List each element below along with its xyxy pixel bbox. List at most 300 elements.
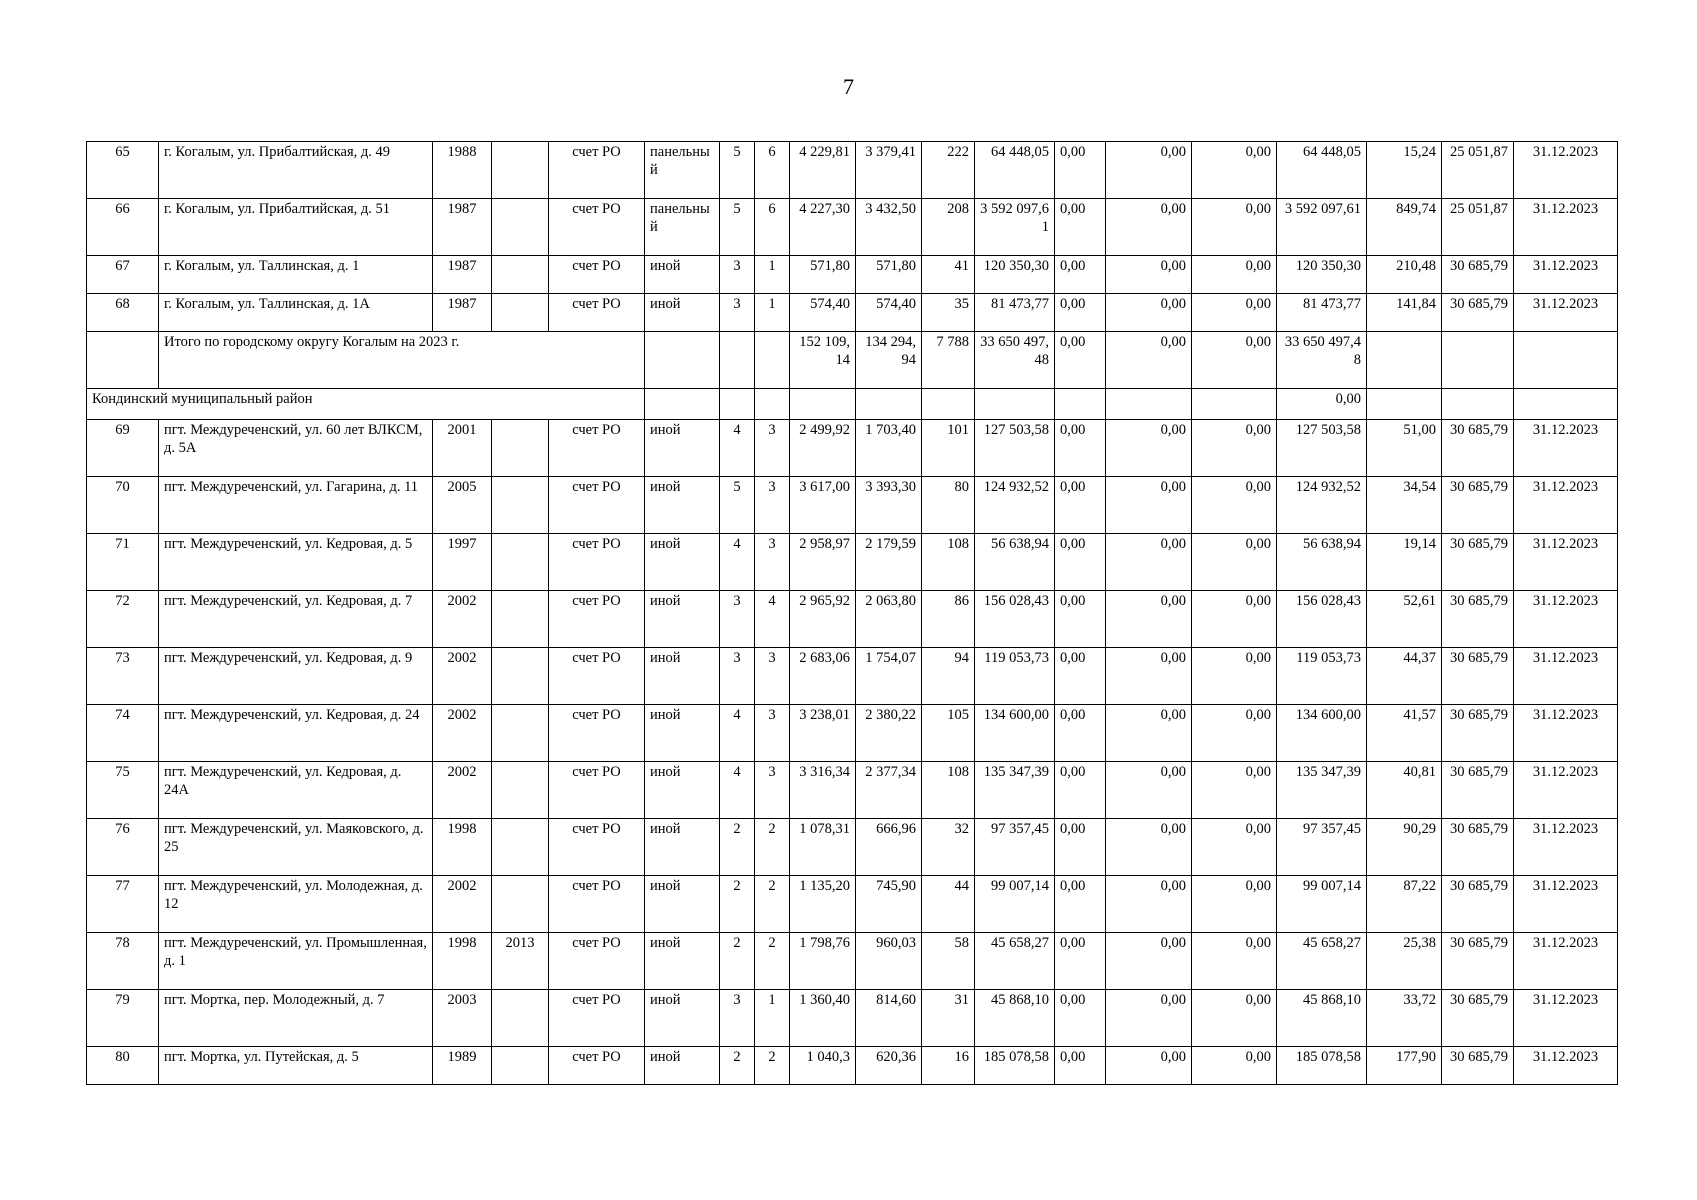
address-cell: пгт. Мортка, пер. Молодежный, д. 7 [159, 990, 433, 1047]
residents-cell: 41 [922, 256, 975, 294]
fund-federal-cell: 0,00 [1055, 648, 1106, 705]
reconstruction-year-cell [492, 990, 549, 1047]
reconstruction-year-cell [492, 420, 549, 477]
fund-local-cell: 0,00 [1192, 876, 1277, 933]
area-total-cell: 1 360,40 [790, 990, 856, 1047]
wall-material-cell: иной [645, 294, 720, 332]
cost-per-m2-cell: 25,38 [1367, 933, 1442, 990]
fund-local-cell: 0,00 [1192, 1047, 1277, 1085]
cost-per-m2-cell: 177,90 [1367, 1047, 1442, 1085]
cost-total-cell: 81 473,77 [975, 294, 1055, 332]
table-row [87, 990, 1618, 1047]
wall-material-cell: иной [645, 256, 720, 294]
completion-date-cell: 31.12.2023 [1514, 819, 1618, 876]
fund-federal-cell: 0,00 [1055, 933, 1106, 990]
entrances-cell: 3 [755, 477, 790, 534]
fund-local-cell: 0,00 [1192, 199, 1277, 256]
area-living-cell: 3 393,30 [856, 477, 922, 534]
cost-limit-cell: 30 685,79 [1442, 591, 1514, 648]
total-area-living: 134 294,94 [856, 332, 922, 389]
total-area-total: 152 109,14 [790, 332, 856, 389]
cost-limit-cell: 30 685,79 [1442, 256, 1514, 294]
cost-total-cell: 3 592 097,61 [975, 199, 1055, 256]
own-funds-cell: 185 078,58 [1277, 1047, 1367, 1085]
entrances-cell: 2 [755, 1047, 790, 1085]
floors-cell: 2 [720, 1047, 755, 1085]
fund-regional-cell: 0,00 [1106, 876, 1192, 933]
fund-regional-cell: 0,00 [1106, 294, 1192, 332]
fund-regional-cell: 0,00 [1106, 819, 1192, 876]
reconstruction-year-cell [492, 819, 549, 876]
commission-year-cell: 1987 [433, 256, 492, 294]
area-total-cell: 2 499,92 [790, 420, 856, 477]
area-total-cell: 4 227,30 [790, 199, 856, 256]
district-empty-cell [1367, 389, 1442, 420]
residents-cell: 58 [922, 933, 975, 990]
floors-cell: 5 [720, 199, 755, 256]
area-total-cell: 2 958,97 [790, 534, 856, 591]
district-empty-cell [1106, 389, 1192, 420]
residents-cell: 222 [922, 142, 975, 199]
district-own-funds: 0,00 [1277, 389, 1367, 420]
fund-local-cell: 0,00 [1192, 142, 1277, 199]
total-empty-cell [1367, 332, 1442, 389]
row-number-cell: 75 [87, 762, 159, 819]
cost-per-m2-cell: 52,61 [1367, 591, 1442, 648]
floors-cell: 3 [720, 256, 755, 294]
floors-cell: 2 [720, 933, 755, 990]
cost-limit-cell: 30 685,79 [1442, 1047, 1514, 1085]
fund-local-cell: 0,00 [1192, 256, 1277, 294]
floors-cell: 5 [720, 142, 755, 199]
cost-per-m2-cell: 210,48 [1367, 256, 1442, 294]
area-total-cell: 571,80 [790, 256, 856, 294]
residents-cell: 101 [922, 420, 975, 477]
row-number-cell: 73 [87, 648, 159, 705]
total-residents: 7 788 [922, 332, 975, 389]
address-cell: пгт. Междуреченский, ул. Кедровая, д. 9 [159, 648, 433, 705]
reconstruction-year-cell [492, 762, 549, 819]
completion-date-cell: 31.12.2023 [1514, 294, 1618, 332]
commission-year-cell: 2002 [433, 876, 492, 933]
area-total-cell: 1 040,3 [790, 1047, 856, 1085]
row-number-cell: 67 [87, 256, 159, 294]
total-row [87, 332, 1618, 389]
own-funds-cell: 124 932,52 [1277, 477, 1367, 534]
fund-local-cell: 0,00 [1192, 477, 1277, 534]
commission-year-cell: 2002 [433, 591, 492, 648]
address-cell: пгт. Междуреченский, ул. Кедровая, д. 24 [159, 705, 433, 762]
reconstruction-year-cell [492, 591, 549, 648]
own-funds-cell: 45 868,10 [1277, 990, 1367, 1047]
fund-regional-cell: 0,00 [1106, 142, 1192, 199]
district-empty-cell [1442, 389, 1514, 420]
own-funds-cell: 156 028,43 [1277, 591, 1367, 648]
district-empty-cell [1514, 389, 1618, 420]
row-number-cell: 72 [87, 591, 159, 648]
registry-summary [87, 332, 1618, 420]
commission-year-cell: 2003 [433, 990, 492, 1047]
floors-cell: 2 [720, 819, 755, 876]
reconstruction-year-cell [492, 1047, 549, 1085]
entrances-cell: 6 [755, 142, 790, 199]
floors-cell: 2 [720, 876, 755, 933]
reconstruction-year-cell [492, 256, 549, 294]
reconstruction-year-cell: 2013 [492, 933, 549, 990]
cost-per-m2-cell: 90,29 [1367, 819, 1442, 876]
row-number-cell: 74 [87, 705, 159, 762]
wall-material-cell: иной [645, 420, 720, 477]
entrances-cell: 3 [755, 762, 790, 819]
residents-cell: 86 [922, 591, 975, 648]
table-row [87, 648, 1618, 705]
fund-local-cell: 0,00 [1192, 933, 1277, 990]
wall-material-cell: иной [645, 990, 720, 1047]
table-row [87, 477, 1618, 534]
area-living-cell: 2 063,80 [856, 591, 922, 648]
cost-per-m2-cell: 44,37 [1367, 648, 1442, 705]
table-row [87, 199, 1618, 256]
fund-regional-cell: 0,00 [1106, 1047, 1192, 1085]
address-cell: г. Когалым, ул. Прибалтийская, д. 49 [159, 142, 433, 199]
residents-cell: 105 [922, 705, 975, 762]
completion-date-cell: 31.12.2023 [1514, 256, 1618, 294]
cost-total-cell: 99 007,14 [975, 876, 1055, 933]
residents-cell: 31 [922, 990, 975, 1047]
registry-rows-kogalym [87, 142, 1618, 332]
cost-limit-cell: 30 685,79 [1442, 876, 1514, 933]
area-total-cell: 2 683,06 [790, 648, 856, 705]
row-number-cell: 79 [87, 990, 159, 1047]
address-cell: пгт. Междуреченский, ул. Промышленная, д. 1 [159, 933, 433, 990]
fund-federal-cell: 0,00 [1055, 477, 1106, 534]
district-empty-cell [645, 389, 720, 420]
entrances-cell: 3 [755, 648, 790, 705]
table-row [87, 256, 1618, 294]
floors-cell: 4 [720, 762, 755, 819]
fund-regional-cell: 0,00 [1106, 420, 1192, 477]
wall-material-cell: иной [645, 477, 720, 534]
fund-local-cell: 0,00 [1192, 294, 1277, 332]
fund-local-cell: 0,00 [1192, 534, 1277, 591]
completion-date-cell: 31.12.2023 [1514, 420, 1618, 477]
total-own-funds: 33 650 497,48 [1277, 332, 1367, 389]
table-row [87, 876, 1618, 933]
wall-material-cell: иной [645, 534, 720, 591]
wall-material-cell: иной [645, 762, 720, 819]
cost-limit-cell: 25 051,87 [1442, 142, 1514, 199]
floors-cell: 5 [720, 477, 755, 534]
entrances-cell: 4 [755, 591, 790, 648]
area-total-cell: 3 617,00 [790, 477, 856, 534]
area-living-cell: 2 380,22 [856, 705, 922, 762]
fund-method-cell: счет РО [549, 256, 645, 294]
fund-method-cell: счет РО [549, 1047, 645, 1085]
wall-material-cell: панельный [645, 199, 720, 256]
table-row [87, 142, 1618, 199]
reconstruction-year-cell [492, 648, 549, 705]
completion-date-cell: 31.12.2023 [1514, 534, 1618, 591]
fund-regional-cell: 0,00 [1106, 933, 1192, 990]
wall-material-cell: панельный [645, 142, 720, 199]
fund-method-cell: счет РО [549, 420, 645, 477]
entrances-cell: 3 [755, 420, 790, 477]
wall-material-cell: иной [645, 648, 720, 705]
commission-year-cell: 2002 [433, 705, 492, 762]
area-total-cell: 1 078,31 [790, 819, 856, 876]
own-funds-cell: 119 053,73 [1277, 648, 1367, 705]
total-fund-1: 0,00 [1055, 332, 1106, 389]
area-living-cell: 3 432,50 [856, 199, 922, 256]
own-funds-cell: 81 473,77 [1277, 294, 1367, 332]
total-fund-3: 0,00 [1192, 332, 1277, 389]
fund-federal-cell: 0,00 [1055, 1047, 1106, 1085]
entrances-cell: 1 [755, 990, 790, 1047]
table-row [87, 705, 1618, 762]
cost-total-cell: 119 053,73 [975, 648, 1055, 705]
cost-limit-cell: 30 685,79 [1442, 933, 1514, 990]
commission-year-cell: 2002 [433, 648, 492, 705]
fund-method-cell: счет РО [549, 705, 645, 762]
total-label: Итого по городскому округу Когалым на 2023 г. [159, 332, 645, 389]
address-cell: пгт. Междуреченский, ул. 60 лет ВЛКСМ, д. 5А [159, 420, 433, 477]
own-funds-cell: 127 503,58 [1277, 420, 1367, 477]
completion-date-cell: 31.12.2023 [1514, 876, 1618, 933]
entrances-cell: 2 [755, 876, 790, 933]
district-empty-cell [856, 389, 922, 420]
reconstruction-year-cell [492, 199, 549, 256]
district-empty-cell [1192, 389, 1277, 420]
floors-cell: 3 [720, 648, 755, 705]
wall-material-cell: иной [645, 591, 720, 648]
address-cell: пгт. Мортка, ул. Путейская, д. 5 [159, 1047, 433, 1085]
own-funds-cell: 99 007,14 [1277, 876, 1367, 933]
total-empty-cell [1442, 332, 1514, 389]
completion-date-cell: 31.12.2023 [1514, 1047, 1618, 1085]
cost-limit-cell: 25 051,87 [1442, 199, 1514, 256]
cost-limit-cell: 30 685,79 [1442, 990, 1514, 1047]
fund-local-cell: 0,00 [1192, 648, 1277, 705]
area-living-cell: 571,80 [856, 256, 922, 294]
area-living-cell: 960,03 [856, 933, 922, 990]
row-number-cell: 70 [87, 477, 159, 534]
cost-total-cell: 185 078,58 [975, 1047, 1055, 1085]
total-number-cell [87, 332, 159, 389]
cost-limit-cell: 30 685,79 [1442, 819, 1514, 876]
cost-total-cell: 64 448,05 [975, 142, 1055, 199]
cost-limit-cell: 30 685,79 [1442, 705, 1514, 762]
residents-cell: 108 [922, 534, 975, 591]
fund-federal-cell: 0,00 [1055, 762, 1106, 819]
total-empty-cell [1514, 332, 1618, 389]
table-row [87, 534, 1618, 591]
fund-local-cell: 0,00 [1192, 705, 1277, 762]
reconstruction-year-cell [492, 142, 549, 199]
housing-registry-table [86, 141, 1618, 1085]
fund-federal-cell: 0,00 [1055, 705, 1106, 762]
residents-cell: 208 [922, 199, 975, 256]
area-total-cell: 1 798,76 [790, 933, 856, 990]
commission-year-cell: 1997 [433, 534, 492, 591]
completion-date-cell: 31.12.2023 [1514, 591, 1618, 648]
area-living-cell: 1 703,40 [856, 420, 922, 477]
cost-total-cell: 56 638,94 [975, 534, 1055, 591]
fund-federal-cell: 0,00 [1055, 256, 1106, 294]
address-cell: г. Когалым, ул. Таллинская, д. 1А [159, 294, 433, 332]
floors-cell: 4 [720, 705, 755, 762]
fund-method-cell: счет РО [549, 876, 645, 933]
cost-per-m2-cell: 141,84 [1367, 294, 1442, 332]
district-empty-cell [720, 389, 755, 420]
completion-date-cell: 31.12.2023 [1514, 762, 1618, 819]
floors-cell: 3 [720, 591, 755, 648]
table-row [87, 420, 1618, 477]
commission-year-cell: 1989 [433, 1047, 492, 1085]
row-number-cell: 68 [87, 294, 159, 332]
area-living-cell: 620,36 [856, 1047, 922, 1085]
area-living-cell: 574,40 [856, 294, 922, 332]
fund-federal-cell: 0,00 [1055, 294, 1106, 332]
residents-cell: 32 [922, 819, 975, 876]
entrances-cell: 3 [755, 705, 790, 762]
registry-rows-kondinsky [87, 420, 1618, 1085]
fund-federal-cell: 0,00 [1055, 876, 1106, 933]
cost-total-cell: 124 932,52 [975, 477, 1055, 534]
fund-method-cell: счет РО [549, 142, 645, 199]
table-row [87, 294, 1618, 332]
district-name: Кондинский муниципальный район [87, 389, 645, 420]
cost-per-m2-cell: 51,00 [1367, 420, 1442, 477]
commission-year-cell: 1988 [433, 142, 492, 199]
commission-year-cell: 1998 [433, 933, 492, 990]
fund-federal-cell: 0,00 [1055, 534, 1106, 591]
own-funds-cell: 97 357,45 [1277, 819, 1367, 876]
fund-method-cell: счет РО [549, 990, 645, 1047]
row-number-cell: 71 [87, 534, 159, 591]
row-number-cell: 69 [87, 420, 159, 477]
completion-date-cell: 31.12.2023 [1514, 477, 1618, 534]
fund-regional-cell: 0,00 [1106, 591, 1192, 648]
fund-method-cell: счет РО [549, 762, 645, 819]
floors-cell: 3 [720, 294, 755, 332]
wall-material-cell: иной [645, 933, 720, 990]
table-row [87, 591, 1618, 648]
commission-year-cell: 2002 [433, 762, 492, 819]
fund-local-cell: 0,00 [1192, 990, 1277, 1047]
fund-regional-cell: 0,00 [1106, 256, 1192, 294]
cost-limit-cell: 30 685,79 [1442, 477, 1514, 534]
own-funds-cell: 56 638,94 [1277, 534, 1367, 591]
fund-method-cell: счет РО [549, 294, 645, 332]
own-funds-cell: 64 448,05 [1277, 142, 1367, 199]
cost-total-cell: 134 600,00 [975, 705, 1055, 762]
commission-year-cell: 2001 [433, 420, 492, 477]
row-number-cell: 78 [87, 933, 159, 990]
cost-total-cell: 97 357,45 [975, 819, 1055, 876]
fund-regional-cell: 0,00 [1106, 762, 1192, 819]
commission-year-cell: 1998 [433, 819, 492, 876]
area-living-cell: 745,90 [856, 876, 922, 933]
residents-cell: 16 [922, 1047, 975, 1085]
entrances-cell: 6 [755, 199, 790, 256]
fund-method-cell: счет РО [549, 591, 645, 648]
district-header-row [87, 389, 1618, 420]
total-empty-cell [755, 332, 790, 389]
entrances-cell: 2 [755, 933, 790, 990]
table-row [87, 819, 1618, 876]
residents-cell: 44 [922, 876, 975, 933]
page-number: 7 [843, 74, 854, 99]
reconstruction-year-cell [492, 477, 549, 534]
residents-cell: 108 [922, 762, 975, 819]
address-cell: пгт. Междуреченский, ул. Кедровая, д. 5 [159, 534, 433, 591]
area-living-cell: 1 754,07 [856, 648, 922, 705]
entrances-cell: 3 [755, 534, 790, 591]
total-fund-2: 0,00 [1106, 332, 1192, 389]
area-living-cell: 814,60 [856, 990, 922, 1047]
floors-cell: 4 [720, 420, 755, 477]
cost-per-m2-cell: 41,57 [1367, 705, 1442, 762]
cost-total-cell: 120 350,30 [975, 256, 1055, 294]
residents-cell: 94 [922, 648, 975, 705]
total-empty-cell [645, 332, 720, 389]
entrances-cell: 2 [755, 819, 790, 876]
address-cell: пгт. Междуреченский, ул. Маяковского, д. 25 [159, 819, 433, 876]
area-living-cell: 2 179,59 [856, 534, 922, 591]
cost-limit-cell: 30 685,79 [1442, 294, 1514, 332]
completion-date-cell: 31.12.2023 [1514, 142, 1618, 199]
cost-per-m2-cell: 33,72 [1367, 990, 1442, 1047]
reconstruction-year-cell [492, 876, 549, 933]
cost-per-m2-cell: 19,14 [1367, 534, 1442, 591]
address-cell: г. Когалым, ул. Таллинская, д. 1 [159, 256, 433, 294]
address-cell: пгт. Междуреченский, ул. Гагарина, д. 11 [159, 477, 433, 534]
commission-year-cell: 1987 [433, 199, 492, 256]
fund-federal-cell: 0,00 [1055, 819, 1106, 876]
completion-date-cell: 31.12.2023 [1514, 199, 1618, 256]
area-living-cell: 3 379,41 [856, 142, 922, 199]
residents-cell: 35 [922, 294, 975, 332]
total-cost: 33 650 497,48 [975, 332, 1055, 389]
completion-date-cell: 31.12.2023 [1514, 648, 1618, 705]
table-row [87, 1047, 1618, 1085]
completion-date-cell: 31.12.2023 [1514, 705, 1618, 762]
entrances-cell: 1 [755, 256, 790, 294]
cost-total-cell: 156 028,43 [975, 591, 1055, 648]
row-number-cell: 76 [87, 819, 159, 876]
area-total-cell: 2 965,92 [790, 591, 856, 648]
cost-per-m2-cell: 34,54 [1367, 477, 1442, 534]
fund-regional-cell: 0,00 [1106, 199, 1192, 256]
fund-federal-cell: 0,00 [1055, 420, 1106, 477]
address-cell: пгт. Междуреченский, ул. Молодежная, д. 12 [159, 876, 433, 933]
cost-per-m2-cell: 87,22 [1367, 876, 1442, 933]
fund-regional-cell: 0,00 [1106, 477, 1192, 534]
fund-method-cell: счет РО [549, 933, 645, 990]
reconstruction-year-cell [492, 534, 549, 591]
cost-limit-cell: 30 685,79 [1442, 648, 1514, 705]
fund-regional-cell: 0,00 [1106, 534, 1192, 591]
fund-local-cell: 0,00 [1192, 591, 1277, 648]
fund-local-cell: 0,00 [1192, 420, 1277, 477]
district-empty-cell [1055, 389, 1106, 420]
fund-method-cell: счет РО [549, 534, 645, 591]
wall-material-cell: иной [645, 876, 720, 933]
wall-material-cell: иной [645, 705, 720, 762]
district-empty-cell [790, 389, 856, 420]
district-empty-cell [922, 389, 975, 420]
area-total-cell: 574,40 [790, 294, 856, 332]
